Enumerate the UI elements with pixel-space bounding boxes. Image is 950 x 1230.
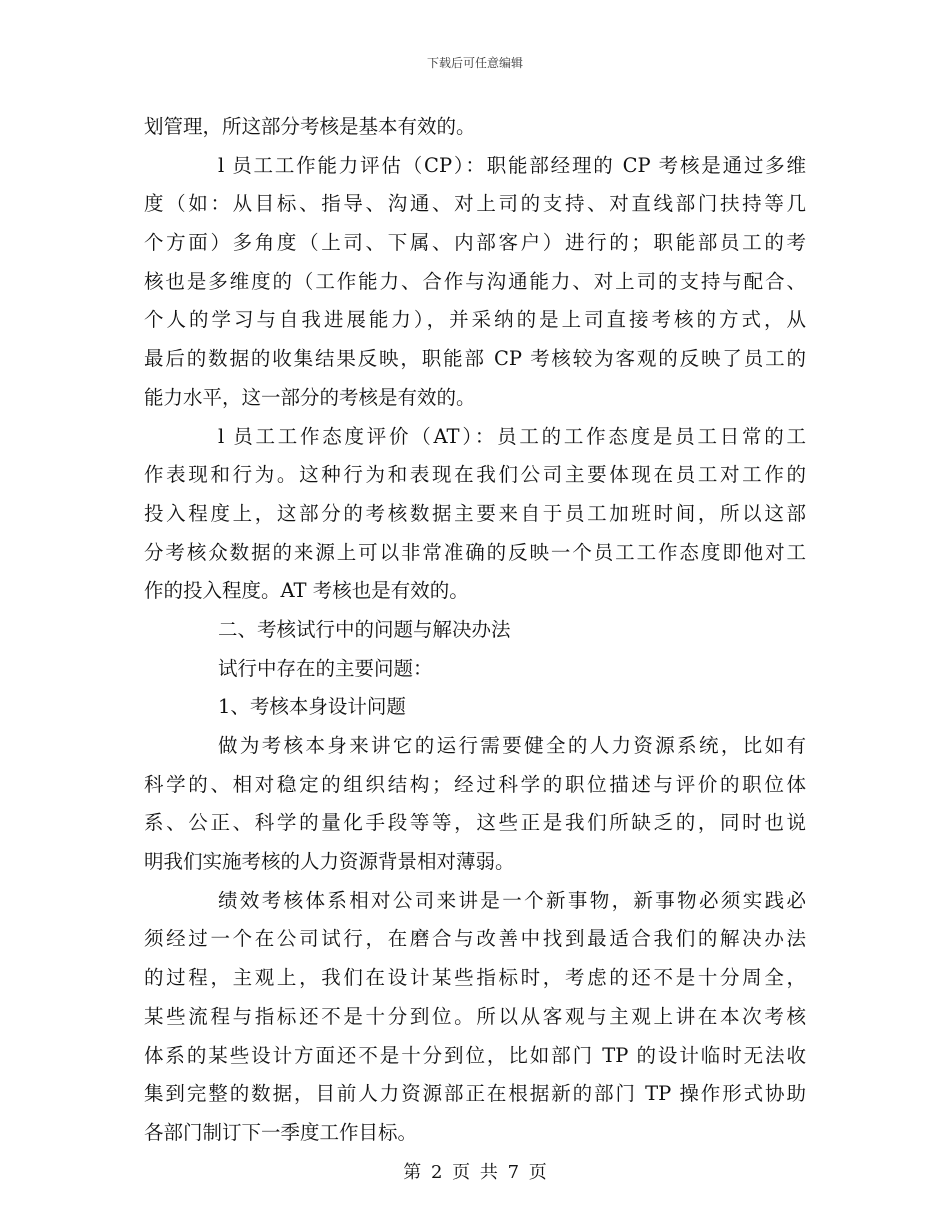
text-line: 绩效考核体系相对公司来讲是一个新事物，新事物必须实践必: [218, 888, 806, 912]
text-line: 最后的数据的收集结果反映，职能部 CP 考核较为客观的反映了员工的: [144, 347, 806, 371]
text-line: 作表现和行为。这种行为和表现在我们公司主要体现在员工对工作的: [144, 463, 806, 487]
text-line: l 员工工作态度评价（AT）：员工的工作态度是员工日常的工: [218, 424, 806, 448]
text-line: 度（如：从目标、指导、沟通、对上司的支持、对直线部门扶持等几: [144, 192, 806, 216]
text-line: l 员工工作能力评估（CP）：职能部经理的 CP 考核是通过多维: [218, 153, 806, 177]
text-line: 须经过一个在公司试行，在磨合与改善中找到最适合我们的解决办法: [144, 927, 806, 951]
text-line: 系、公正、科学的量化手段等等，这些正是我们所缺乏的，同时也说: [144, 811, 806, 835]
text-line: 个方面）多角度（上司、下属、内部客户）进行的；职能部员工的考: [144, 231, 806, 255]
text-line: 集到完整的数据，目前人力资源部正在根据新的部门 TP 操作形式协助: [144, 1082, 806, 1106]
page-header: 下载后可任意编辑: [426, 56, 523, 70]
text-line: 个人的学习与自我进展能力），并采纳的是上司直接考核的方式，从: [144, 308, 806, 332]
page-footer: 第 2 页 共 7 页: [403, 1162, 547, 1183]
text-line: 核也是多维度的（工作能力、合作与沟通能力、对上司的支持与配合、: [144, 269, 806, 293]
text-line: 投入程度上，这部分的考核数据主要来自于员工加班时间，所以这部: [144, 501, 806, 525]
text-line: 1、考核本身设计问题: [218, 695, 406, 719]
text-line: 分考核众数据的来源上可以非常准确的反映一个员工工作态度即他对工: [144, 540, 806, 564]
text-line: 划管理，所这部分考核是基本有效的。: [144, 115, 476, 138]
text-line: 科学的、相对稳定的组织结构；经过科学的职位描述与评价的职位体: [144, 772, 806, 796]
text-line: 体系的某些设计方面还不是十分到位，比如部门 TP 的设计临时无法收: [144, 1043, 806, 1067]
text-line: 各部门制订下一季度工作目标。: [144, 1120, 418, 1144]
text-line: 的过程，主观上，我们在设计某些指标时，考虑的还不是十分周全，: [144, 966, 806, 990]
text-line: 能力水平，这一部分的考核是有效的。: [144, 385, 476, 409]
text-line: 某些流程与指标还不是十分到位。所以从客观与主观上讲在本次考核: [144, 1004, 806, 1028]
text-line: 试行中存在的主要问题：: [218, 656, 433, 680]
text-line: 做为考核本身来讲它的运行需要健全的人力资源系统，比如有: [218, 734, 806, 757]
text-line: 二、考核试行中的问题与解决办法: [218, 617, 511, 641]
document-body: [144, 108, 806, 1153]
text-line: 作的投入程度。AT 考核也是有效的。: [144, 579, 469, 603]
text-line: 明我们实施考核的人力资源背景相对薄弱。: [144, 850, 515, 874]
